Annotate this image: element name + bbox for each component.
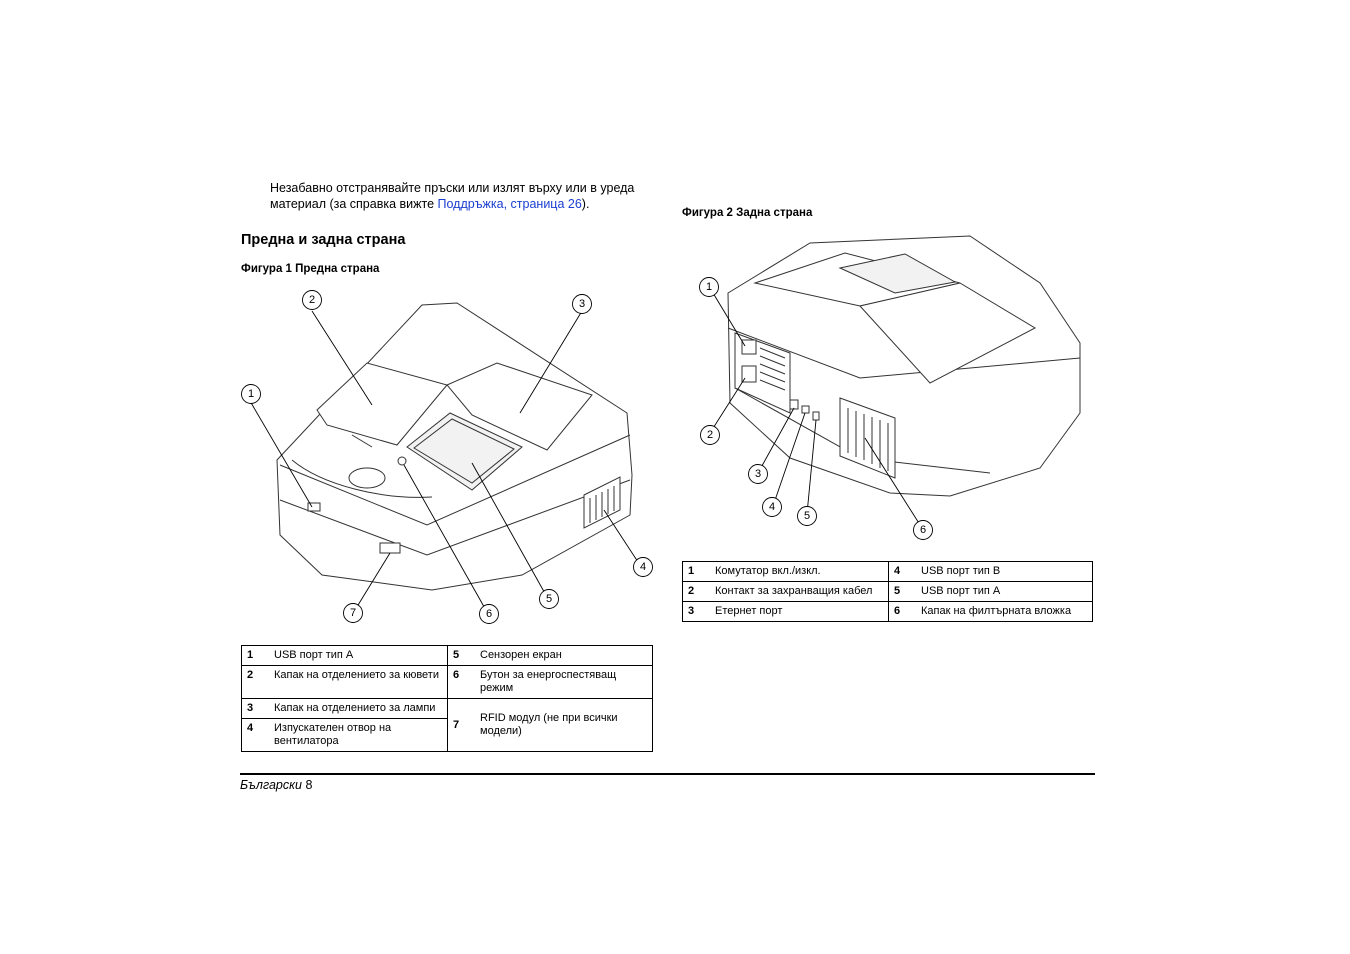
figure1-illustration — [232, 285, 657, 630]
svg-text:2: 2 — [706, 429, 714, 441]
svg-text:3: 3 — [754, 468, 762, 480]
svg-text:4: 4 — [768, 501, 776, 513]
callout-back-4 — [763, 498, 782, 517]
ethernet-port — [790, 400, 798, 409]
figure1-legend-table — [241, 645, 653, 752]
front-device-drawing — [232, 285, 657, 630]
figure2-legend-table — [682, 561, 1093, 622]
usb-port-front — [308, 503, 320, 511]
callout-back-2 — [701, 426, 720, 445]
callout-4 — [634, 558, 653, 577]
svg-text:6: 6 — [485, 608, 493, 620]
table-row: 3 Капак на отделението за лампи 7 RFID модул (не при всички модели) — [242, 699, 653, 719]
power-button — [398, 457, 406, 465]
callout-back-5 — [798, 507, 817, 526]
callout-3 — [573, 295, 592, 314]
table-row: 2 Капак на отделението за кювети 6 Бутон за енергоспестяващ режим — [242, 666, 653, 699]
callout-back-6 — [914, 521, 933, 540]
intro-text-end: ). — [581, 197, 590, 211]
section-title: Предна и задна страна — [241, 232, 406, 248]
callout-7 — [344, 604, 363, 623]
callout-1 — [242, 385, 261, 404]
svg-text:7: 7 — [349, 607, 357, 619]
usb-port-a — [813, 412, 819, 420]
svg-text:2: 2 — [308, 294, 316, 306]
callout-back-1 — [700, 278, 719, 297]
callout-5 — [540, 590, 559, 609]
figure1-caption: Фигура 1 Предна страна — [241, 263, 380, 275]
svg-text:3: 3 — [578, 298, 586, 310]
table-row: 3 Етернет порт 6 Капак на филтърната вложка — [683, 602, 1093, 622]
page-number: 8 — [305, 778, 313, 792]
table-row: 2 Контакт за захранващия кабел 5 USB порт тип A — [683, 582, 1093, 602]
footer-rule — [240, 773, 1095, 775]
figure2-illustration — [690, 228, 1090, 548]
svg-text:1: 1 — [705, 281, 713, 293]
table-row: 1 USB порт тип A 5 Сензорен екран — [242, 646, 653, 666]
callout-6 — [480, 605, 499, 624]
svg-text:5: 5 — [803, 510, 811, 522]
svg-text:6: 6 — [919, 524, 927, 536]
page-footer — [240, 778, 312, 792]
maintenance-link[interactable]: Поддръжка, страница 26 — [437, 197, 582, 211]
svg-text:4: 4 — [639, 561, 647, 573]
callout-back-3 — [749, 465, 768, 484]
footer-language: Български — [240, 778, 302, 792]
intro-paragraph — [270, 180, 660, 212]
usb-port-b — [802, 406, 809, 413]
svg-text:1: 1 — [247, 388, 255, 400]
power-switch — [742, 340, 756, 354]
figure2-caption: Фигура 2 Задна страна — [682, 207, 813, 219]
logo-oval — [349, 468, 385, 488]
rfid-module — [380, 543, 400, 553]
table-row: 4 Изпускателен отвор на вентилатора — [242, 719, 653, 752]
table-row: 1 Комутатор вкл./изкл. 4 USB порт тип B — [683, 562, 1093, 582]
callout-2 — [303, 291, 322, 310]
intro-text: Незабавно отстранявайте пръски или излят върху или в уреда материал (за справка вижте — [270, 181, 635, 211]
back-device-drawing — [690, 228, 1090, 548]
svg-text:5: 5 — [545, 593, 553, 605]
